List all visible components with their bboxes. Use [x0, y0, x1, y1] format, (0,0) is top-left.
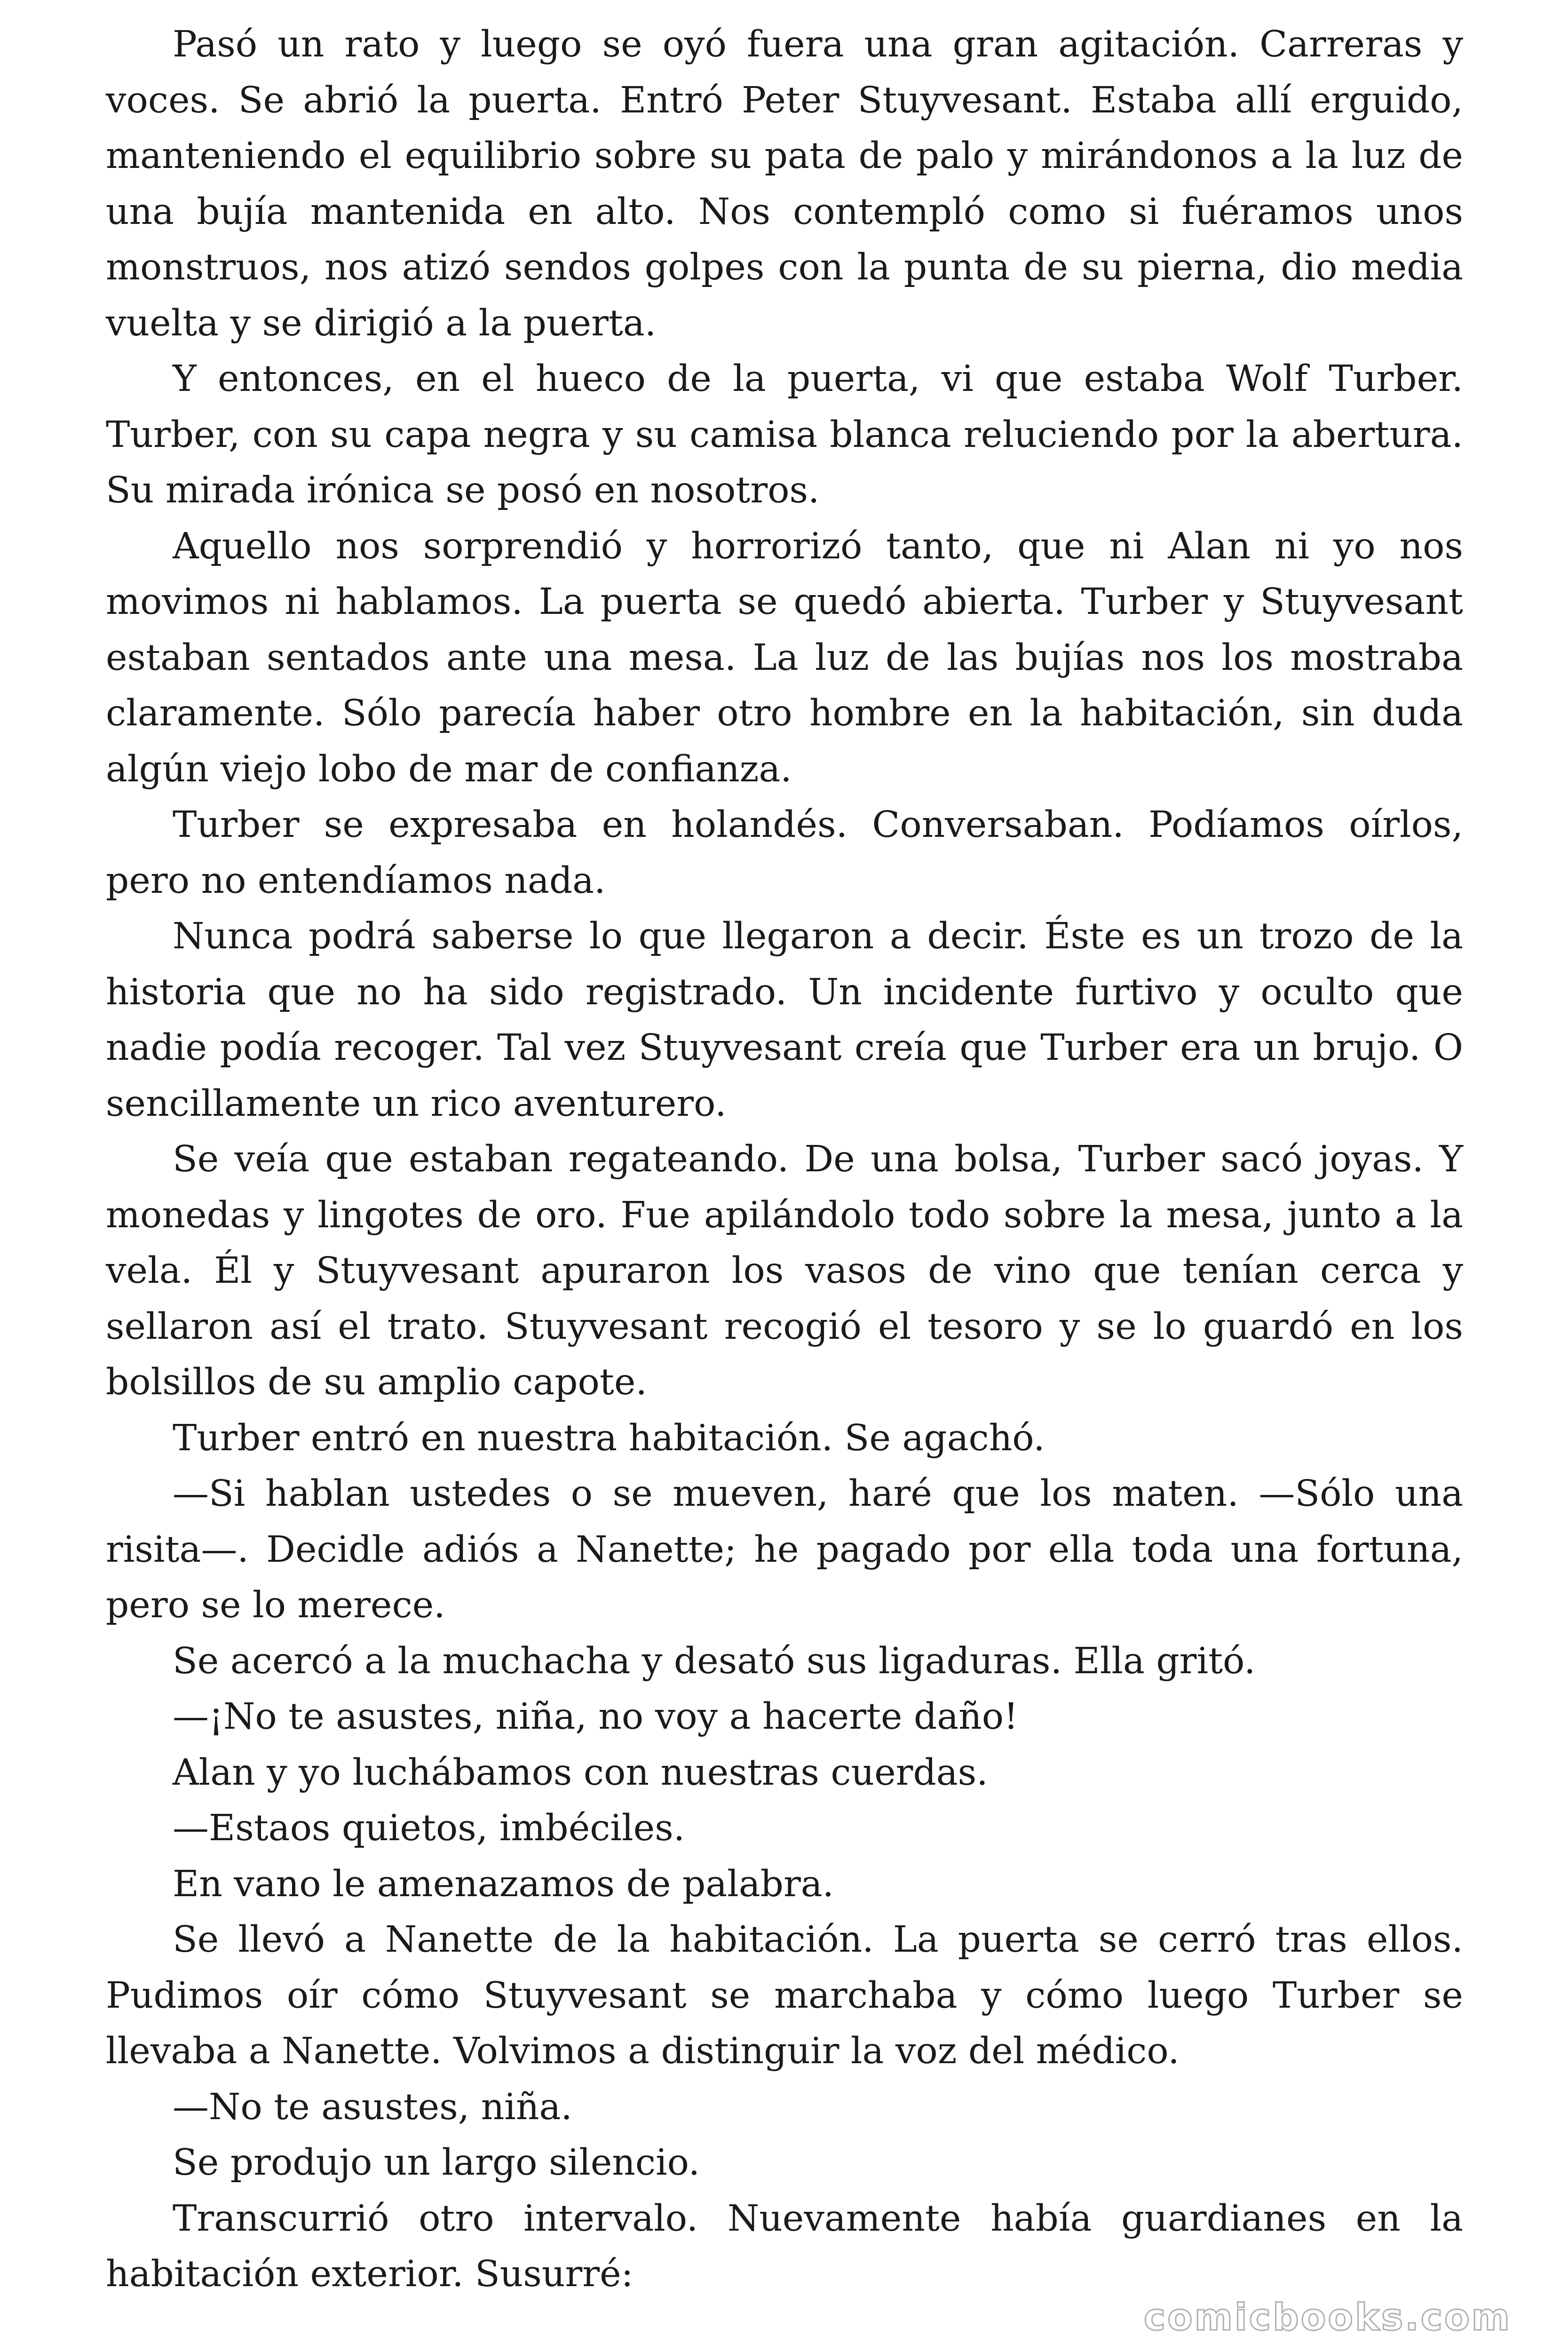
paragraph: —¡No te asustes, niña, no voy a hacerte daño! — [173, 1696, 1019, 1738]
paragraph: —No te asustes, niña. — [173, 2086, 572, 2128]
paragraph: Y entonces, en el hueco de la puerta, vi que estaba Wolf Turber. Turber, con su capa negra y su camisa blanca reluciendo por la abertura. Su mirada irónica se posó en nosotros. — [106, 358, 1463, 511]
paragraph: Se veía que estaban regateando. De una bolsa, Turber sacó joyas. Y monedas y lingotes de oro. Fue apilándolo todo sobre la mesa, junto a la vela. Él y Stuyvesant apuraron los vasos de vino que tenían cerca y sellaron así el trato. Stuyvesant recogió el tesoro y se lo guardó en los bolsillos de su amplio capote. — [106, 1138, 1463, 1403]
paragraph: Aquello nos sorprendió y horrorizó tanto, que ni Alan ni yo nos movimos ni hablamos. La puerta se quedó abierta. Turber y Stuyvesant estaban sentados ante una mesa. La luz de las bujías nos los mostraba claramente. Sólo parecía haber otro hombre en la habitación, sin duda algún viejo lobo de mar de confianza. — [106, 525, 1463, 790]
paragraph: Se llevó a Nanette de la habitación. La puerta se cerró tras ellos. Pudimos oír cómo Stuyvesant se marchaba y cómo luego Turber se llevaba a Nanette. Volvimos a distinguir la voz del médico. — [106, 1919, 1463, 2072]
paragraph: Alan y yo luchábamos con nuestras cuerdas. — [173, 1751, 988, 1794]
paragraph: En vano le amenazamos de palabra. — [173, 1863, 834, 1905]
watermark: comicbooks.com — [1143, 2296, 1512, 2339]
paragraph: Turber entró en nuestra habitación. Se agachó. — [173, 1417, 1045, 1459]
paragraph: Se acercó a la muchacha y desató sus ligaduras. Ella gritó. — [173, 1640, 1256, 1682]
paragraph: Nunca podrá saberse lo que llegaron a decir. Éste es un trozo de la historia que no ha sido registrado. Un incidente furtivo y oculto que nadie podía recoger. Tal vez Stuyvesant creía que Turber era un brujo. O sencillamente un rico aventurero. — [106, 915, 1463, 1125]
paragraph: Turber se expresaba en holandés. Conversaban. Podíamos oírlos, pero no entendíamos nada. — [106, 804, 1463, 902]
paragraph: Se produjo un largo silencio. — [173, 2142, 700, 2184]
paragraph: —Estaos quietos, imbéciles. — [173, 1807, 685, 1849]
paragraph: Transcurrió otro intervalo. Nuevamente había guardianes en la habitación exterior. Susurré: — [106, 2197, 1463, 2295]
paragraph: Pasó un rato y luego se oyó fuera una gran agitación. Carreras y voces. Se abrió la puerta. Entró Peter Stuyvesant. Estaba allí erguido, manteniendo el equilibrio sobre su pata de palo y mirándonos a la luz de una bujía mantenida en alto. Nos contempló como si fuéramos unos monstruos, nos atizó sendos golpes con la punta de su pierna, dio media vuelta y se dirigió a la puerta. — [106, 24, 1463, 344]
paragraph: —Si hablan ustedes o se mueven, haré que los maten. —Sólo una risita—. Decidle adiós a Nanette; he pagado por ella toda una fortuna, pero se lo merece. — [106, 1473, 1463, 1626]
document-body — [106, 17, 1463, 2303]
